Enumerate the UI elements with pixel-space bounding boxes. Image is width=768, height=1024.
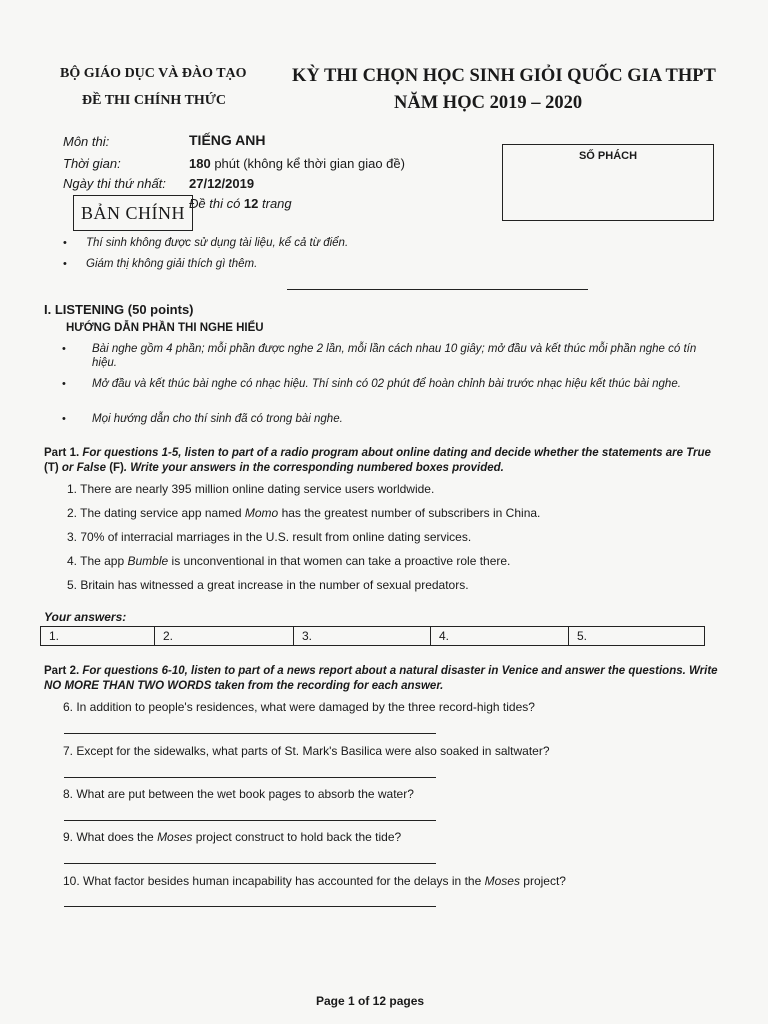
original-copy-stamp: BẢN CHÍNH [73,195,193,231]
answer-box-4[interactable]: 4. [431,627,569,645]
guide-item: • Mọi hướng dẫn cho thí sinh đã có trong bài nghe. [62,413,343,425]
school-year: NĂM HỌC 2019 – 2020 [394,93,583,113]
question-5: 5. Britain has witnessed a great increase in the number of sexual predators. [67,578,469,592]
guide-title: HƯỚNG DẪN PHẦN THI NGHE HIỂU [66,322,264,334]
answer-box-3[interactable]: 3. [294,627,431,645]
answer-box-2[interactable]: 2. [155,627,294,645]
day-value: 27/12/2019 [189,176,255,191]
question-8: 8. What are put between the wet book pages to absorb the water? [63,787,414,801]
question-1: 1. There are nearly 395 million online dating service users worldwide. [67,482,435,496]
divider [287,289,588,290]
answer-box-5[interactable]: 5. [577,629,588,643]
question-9: 9. What does the Moses project construct to hold back the tide? [63,830,402,844]
answer-line-6[interactable] [64,733,436,734]
page-footer: Page 1 of 12 pages [316,994,425,1008]
answers-label: Your answers: [44,610,127,624]
ministry-name: BỘ GIÁO DỤC VÀ ĐÀO TẠO [60,66,247,81]
question-2: 2. The dating service app named Momo has the greatest number of subscribers in China. [67,506,541,520]
subject-label: Môn thi: [63,134,110,149]
section-title: I. LISTENING (50 points) [44,302,194,317]
answer-line-7[interactable] [64,777,436,778]
answer-line-8[interactable] [64,820,436,821]
guide-item: • Bài nghe gồm 4 phần; mỗi phần được nghe 2 lần, mỗi lần cách nhau 10 giây; mở đầu và kết thúc mỗi phần nghe có tín hiệu. [62,343,697,369]
day-label: Ngày thi thứ nhất: [63,176,166,191]
question-7: 7. Except for the sidewalks, what parts of St. Mark's Basilica were also soaked in saltwater? [63,744,550,758]
guide-item: • Mở đầu và kết thúc bài nghe có nhạc hiệu. Thí sinh có 02 phút để hoàn chỉnh bài trước nhạc hiệu kết thúc bài nghe. [62,378,681,390]
question-3: 3. 70% of interracial marriages in the U.S. result from online dating services. [67,530,472,544]
rule-item: • Giám thị không giải thích gì thêm. [63,258,258,270]
exam-title: KỲ THI CHỌN HỌC SINH GIỎI QUỐC GIA THPT [292,66,716,86]
rule-item: • Thí sinh không được sử dụng tài liệu, kể cả từ điển. [63,237,349,249]
question-4: 4. The app Bumble is unconventional in that women can take a proactive role there. [67,554,511,568]
answer-line-9[interactable] [64,863,436,864]
candidate-code-label: SỐ PHÁCH [578,150,638,162]
official-exam-label: ĐỀ THI CHÍNH THỨC [82,93,227,108]
part1-instructions: Part 1. For questions 1-5, listen to part of a radio program about online dating and decide whether the statements are True (T) or False (F). Write your answers in the corresponding numbered boxes provided. [44,447,711,474]
subject-value: TIẾNG ANH [189,132,266,148]
candidate-code-box [502,144,714,221]
answer-line-10[interactable] [64,906,436,907]
answer-boxes [40,626,705,646]
time-label: Thời gian: [63,156,121,171]
answer-box-1[interactable]: 1. [41,627,155,645]
page-count: Đề thi có 12 trang [189,196,292,211]
question-10: 10. What factor besides human incapability has accounted for the delays in the Moses project? [63,874,566,888]
time-value: 180 phút (không kể thời gian giao đề) [189,156,405,171]
question-6: 6. In addition to people's residences, what were damaged by the three record-high tides? [63,700,535,714]
part2-instructions: Part 2. For questions 6-10, listen to part of a news report about a natural disaster in Venice and answer the questions. Write NO MORE THAN TWO WORDS taken from the recording for each answer. [44,665,718,692]
